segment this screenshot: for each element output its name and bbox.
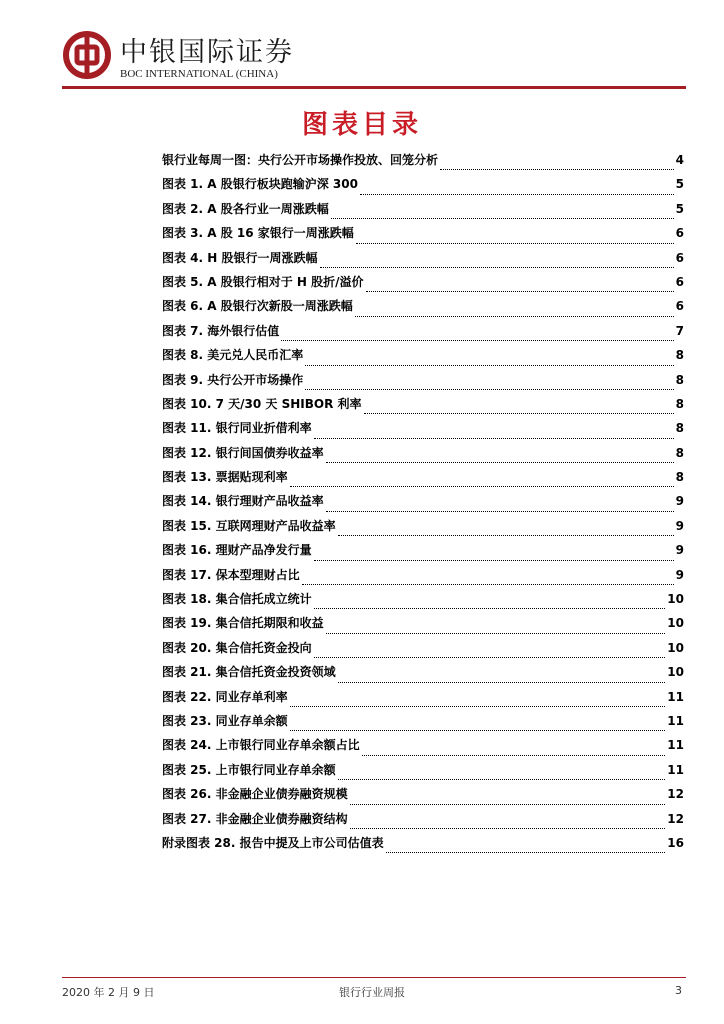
toc-leader: [350, 794, 666, 805]
page-footer: [62, 984, 682, 1000]
toc-leader: [281, 330, 673, 341]
toc-entry[interactable]: [162, 590, 684, 614]
toc-leader: [350, 818, 666, 829]
toc-entry-page: 11: [667, 713, 684, 728]
toc-entry-page: 9: [675, 543, 684, 558]
toc-leader: [326, 623, 666, 634]
toc-entry-page: 6: [675, 250, 684, 265]
toc-entry-label: 图表 2. A 股各行业一周涨跌幅: [162, 201, 329, 216]
toc-leader: [305, 379, 673, 390]
toc-entry[interactable]: [162, 395, 684, 419]
toc-leader: [290, 476, 674, 487]
toc-entry[interactable]: [162, 151, 684, 175]
toc-entry-page: 10: [667, 640, 684, 655]
toc-entry-label: 附录图表 28. 报告中提及上市公司估值表: [162, 835, 384, 850]
toc-entry-page: 10: [667, 592, 684, 607]
toc-entry-label: 图表 18. 集合信托成立统计: [162, 592, 312, 607]
toc-leader: [290, 696, 666, 707]
toc-leader: [366, 281, 674, 292]
toc-entry-page: 8: [675, 421, 684, 436]
toc-entry-page: 7: [675, 323, 684, 338]
toc-leader: [440, 159, 674, 170]
toc-leader: [314, 550, 674, 561]
toc-entry[interactable]: [162, 785, 684, 809]
toc-entry-label: 图表 21. 集合信托资金投资领域: [162, 665, 336, 680]
toc-entry-label: 图表 5. A 股银行相对于 H 股折/溢价: [162, 274, 364, 289]
toc-leader: [314, 647, 666, 658]
toc-entry-label: 图表 3. A 股 16 家银行一周涨跌幅: [162, 226, 354, 241]
toc-entry[interactable]: [162, 200, 684, 224]
toc-leader: [364, 403, 674, 414]
toc-entry-page: 8: [675, 445, 684, 460]
toc-entry-label: 图表 26. 非金融企业债券融资规模: [162, 787, 348, 802]
toc-list: [162, 151, 684, 858]
toc-entry[interactable]: [162, 419, 684, 443]
toc-entry[interactable]: [162, 834, 684, 858]
toc-entry-label: 图表 8. 美元兑人民币汇率: [162, 348, 304, 363]
toc-entry[interactable]: [162, 517, 684, 541]
toc-entry-page: 5: [675, 201, 684, 216]
footer-date: 2020 年 2 月 9 日: [62, 986, 155, 999]
toc-entry-label: 图表 11. 银行同业折借利率: [162, 421, 312, 436]
toc-entry[interactable]: [162, 736, 684, 760]
toc-leader: [386, 842, 666, 853]
toc-leader: [331, 208, 674, 219]
toc-entry-label: 图表 16. 理财产品净发行量: [162, 543, 312, 558]
toc-entry-label: 图表 22. 同业存单利率: [162, 689, 288, 704]
toc-entry-page: 4: [675, 153, 684, 167]
page-header: [62, 26, 686, 86]
toc-entry-label: 图表 15. 互联网理财产品收益率: [162, 518, 336, 533]
toc-entry-label: 图表 27. 非金融企业债券融资结构: [162, 811, 348, 826]
toc-entry[interactable]: [162, 322, 684, 346]
toc-entry-page: 8: [675, 396, 684, 411]
toc-entry-page: 9: [675, 494, 684, 509]
toc-leader: [320, 257, 674, 268]
toc-leader: [360, 184, 674, 195]
toc-entry-label: 图表 20. 集合信托资金投向: [162, 640, 312, 655]
footer-doc-title: 银行行业周报: [339, 986, 405, 999]
toc-entry-page: 9: [675, 567, 684, 582]
toc-entry[interactable]: [162, 614, 684, 638]
toc-title: 图表目录: [301, 110, 422, 140]
toc-leader: [305, 355, 673, 366]
toc-entry-label: 图表 14. 银行理财产品收益率: [162, 494, 324, 509]
toc-entry[interactable]: [162, 761, 684, 785]
toc-entry-label: 图表 17. 保本型理财占比: [162, 567, 300, 582]
toc-entry[interactable]: [162, 810, 684, 834]
toc-leader: [356, 233, 674, 244]
toc-entry[interactable]: [162, 371, 684, 395]
toc-entry-label: 银行业每周一图：央行公开市场操作投放、回笼分析: [162, 153, 439, 167]
toc-entry[interactable]: [162, 444, 684, 468]
toc-entry-page: 8: [675, 470, 684, 485]
toc-entry[interactable]: [162, 541, 684, 565]
toc-entry-page: 8: [675, 348, 684, 363]
toc-entry-page: 12: [667, 787, 684, 802]
toc-entry-page: 12: [667, 811, 684, 826]
toc-leader: [302, 574, 674, 585]
toc-entry-page: 8: [675, 372, 684, 387]
header-divider: [62, 86, 686, 89]
toc-leader: [362, 745, 666, 756]
toc-entry-page: 6: [675, 274, 684, 289]
footer-divider: [62, 977, 686, 978]
footer-page-number: 3: [675, 984, 682, 997]
toc-entry[interactable]: [162, 712, 684, 736]
toc-entry[interactable]: [162, 688, 684, 712]
toc-leader: [355, 306, 674, 317]
boc-logo-icon: [62, 30, 112, 80]
toc-entry-label: 图表 4. H 股银行一周涨跌幅: [162, 250, 318, 265]
toc-entry[interactable]: [162, 566, 684, 590]
toc-entry-label: 图表 19. 集合信托期限和收益: [162, 616, 324, 631]
toc-entry[interactable]: [162, 175, 684, 199]
toc-leader: [326, 452, 674, 463]
toc-entry-label: 图表 1. A 股银行板块跑输沪深 300: [162, 177, 358, 192]
toc-entry-page: 16: [667, 835, 684, 850]
toc-leader: [338, 672, 666, 683]
toc-entry-label: 图表 23. 同业存单余额: [162, 713, 288, 728]
toc-entry-page: 6: [675, 226, 684, 241]
toc-leader: [338, 769, 666, 780]
toc-entry[interactable]: [162, 639, 684, 663]
toc-entry[interactable]: [162, 663, 684, 687]
toc-entry-label: 图表 24. 上市银行同业存单余额占比: [162, 738, 360, 753]
toc-entry-label: 图表 10. 7 天/30 天 SHIBOR 利率: [162, 396, 362, 411]
toc-entry-page: 11: [667, 689, 684, 704]
toc-entry-page: 11: [667, 762, 684, 777]
toc-leader: [314, 428, 674, 439]
toc-entry[interactable]: [162, 492, 684, 516]
toc-leader: [290, 720, 666, 731]
toc-entry[interactable]: [162, 468, 684, 492]
toc-entry-label: 图表 13. 票据贴现利率: [162, 470, 288, 485]
toc-entry-page: 10: [667, 665, 684, 680]
toc-entry-label: 图表 12. 银行间国债券收益率: [162, 445, 324, 460]
toc-entry-label: 图表 9. 央行公开市场操作: [162, 372, 304, 387]
toc-entry-page: 6: [675, 299, 684, 314]
toc-leader: [326, 501, 674, 512]
brand-name-cn: 中银国际证券: [120, 37, 294, 68]
toc-entry[interactable]: [162, 297, 684, 321]
toc-entry-page: 11: [667, 738, 684, 753]
toc-entry[interactable]: [162, 224, 684, 248]
toc-entry-label: 图表 6. A 股银行次新股一周涨跌幅: [162, 299, 353, 314]
toc-entry-label: 图表 7. 海外银行估值: [162, 323, 280, 338]
toc-entry-page: 10: [667, 616, 684, 631]
toc-entry[interactable]: [162, 249, 684, 273]
toc-leader: [314, 598, 666, 609]
toc-leader: [338, 525, 674, 536]
toc-entry-page: 9: [675, 518, 684, 533]
brand-name-en: BOC INTERNATIONAL (CHINA): [120, 68, 278, 80]
toc-entry[interactable]: [162, 273, 684, 297]
toc-entry-page: 5: [675, 177, 684, 192]
toc-entry[interactable]: [162, 346, 684, 370]
toc-entry-label: 图表 25. 上市银行同业存单余额: [162, 762, 336, 777]
